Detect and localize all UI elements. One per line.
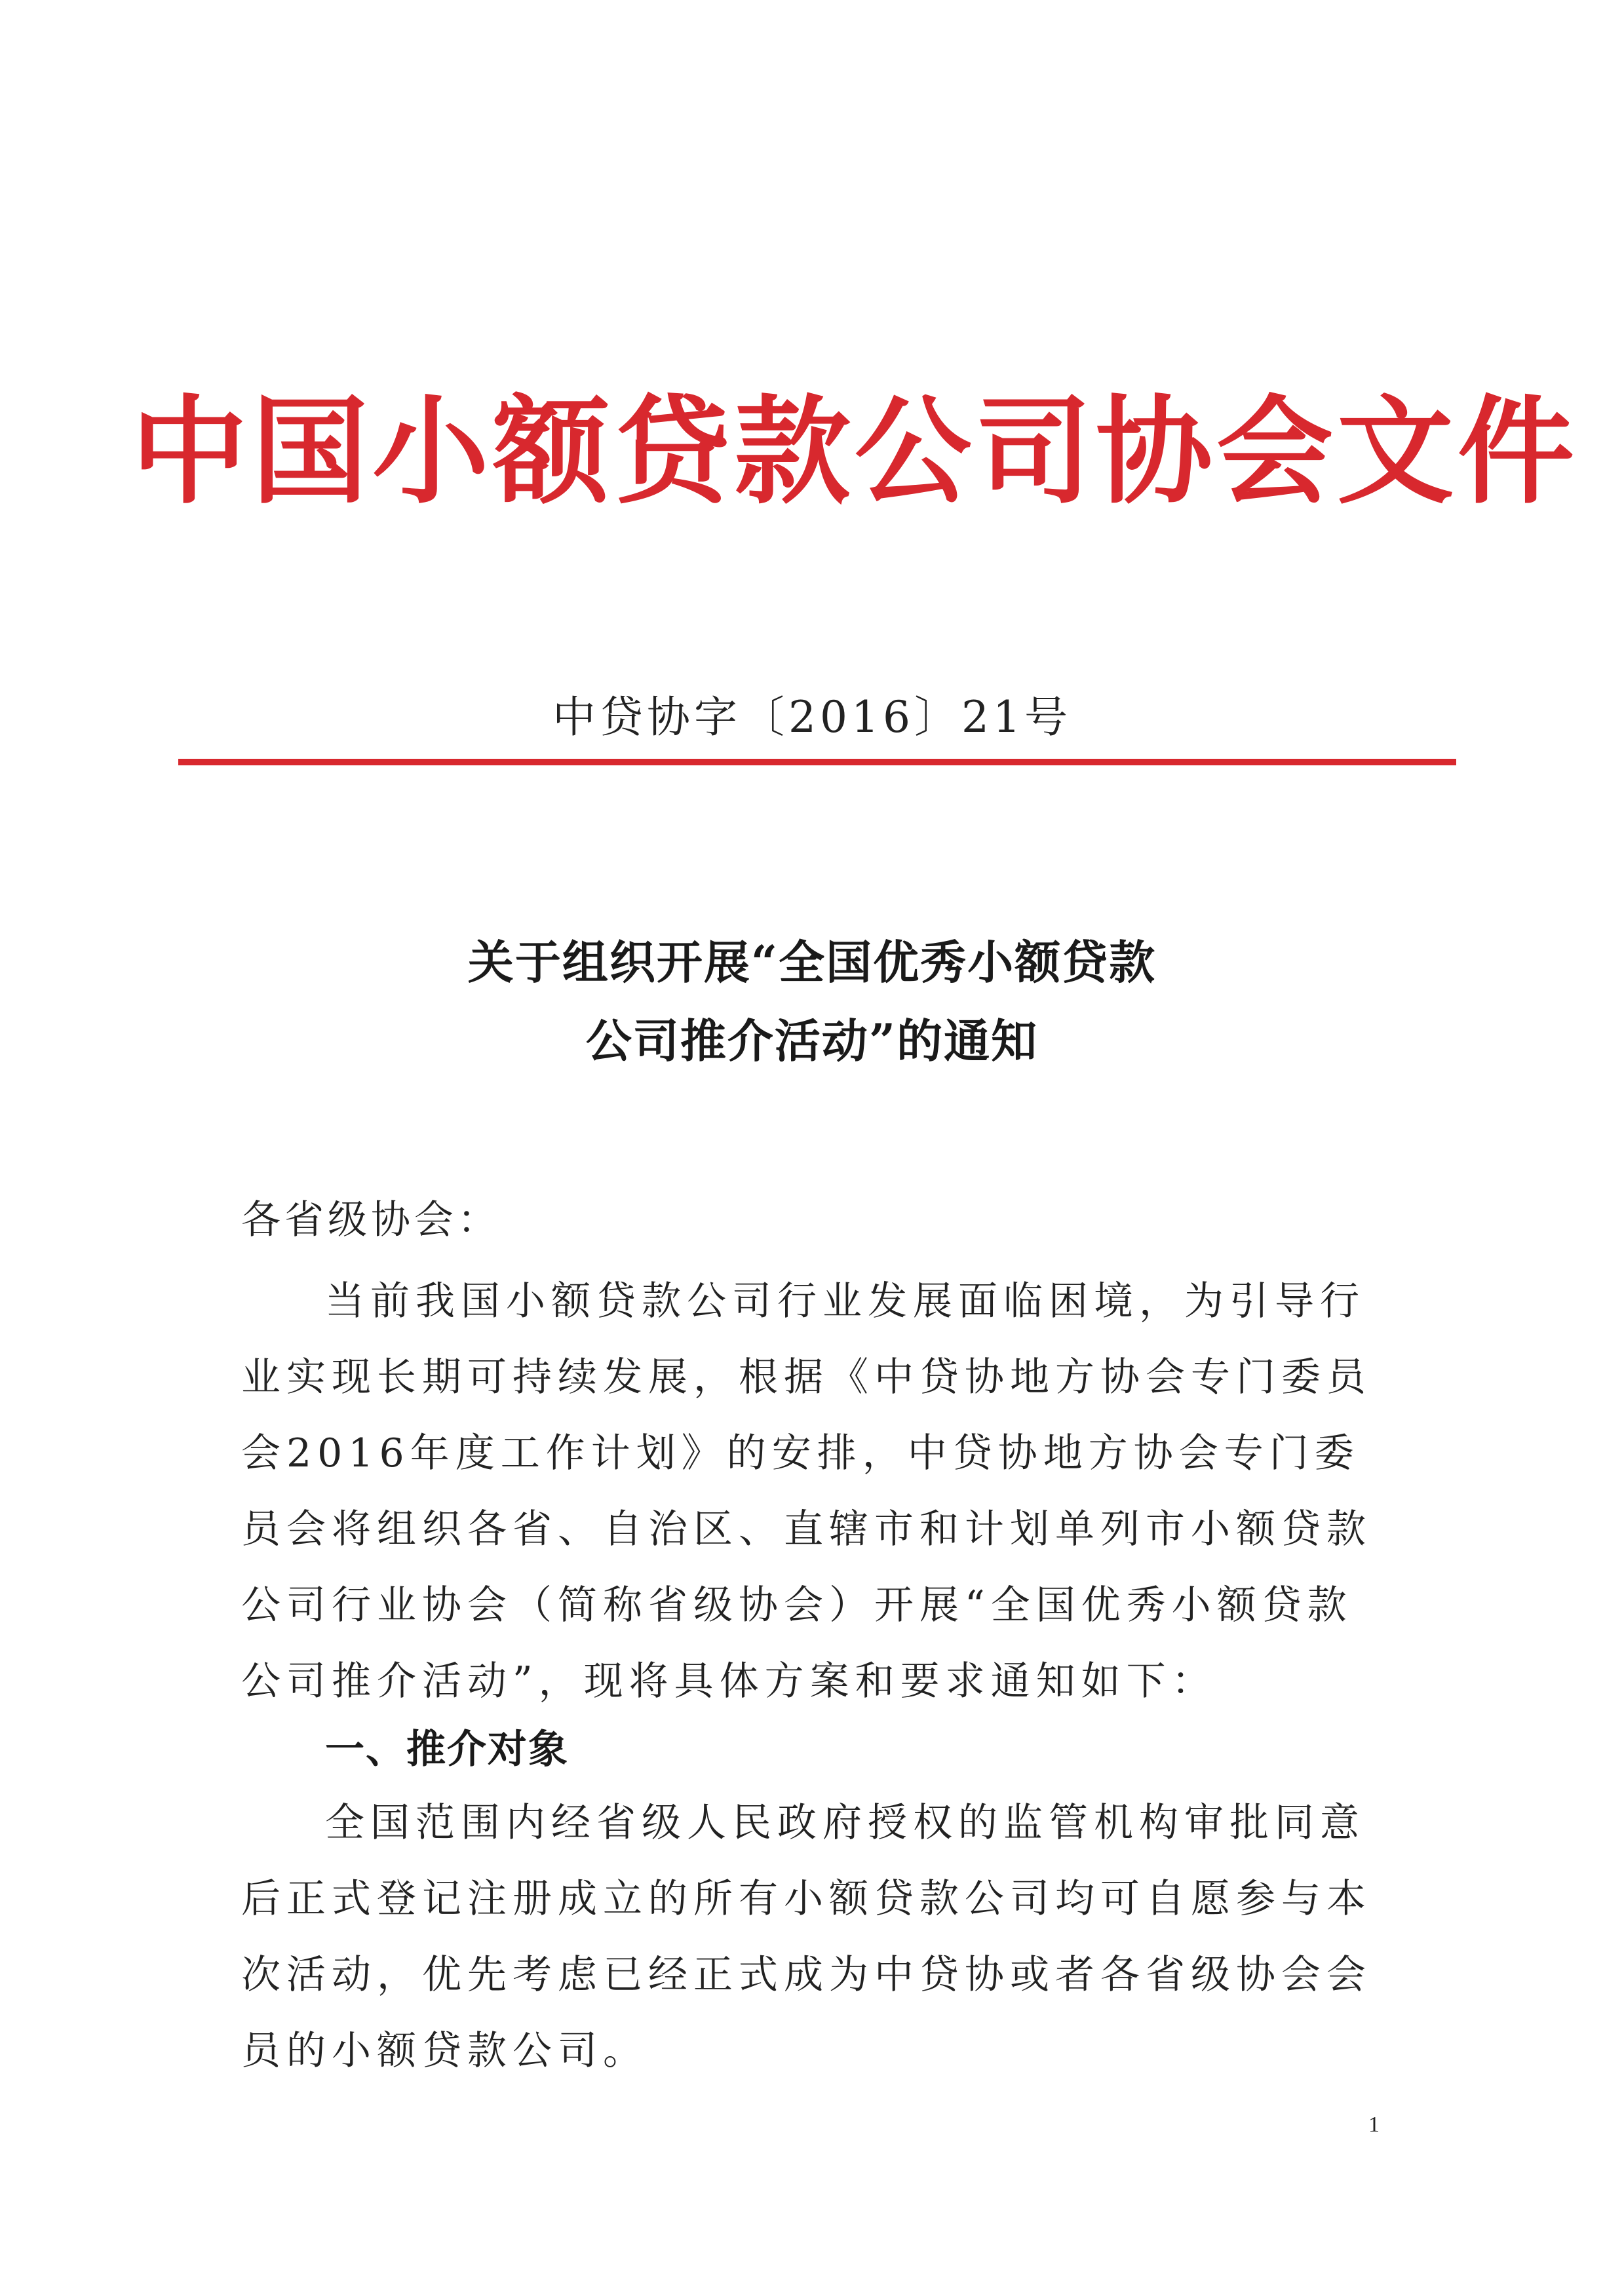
paragraph-eligibility: [241, 1785, 1383, 2089]
paragraph-intro-text: 当前我国小额贷款公司行业发展面临困境，为引导行业实现长期可持续发展，根据《中贷协地方协会专门委员会2016年度工作计划》的安排，中贷协地方协会专门委员会将组织各省、自治区、直辖市和计划单列市小额贷款公司行业协会（简称省级协会）开展“全国优秀小额贷款公司推介活动”，现将具体方案和要求通知如下：: [241, 1278, 1372, 1704]
section-heading-recommendation-targets: 一、推介对象: [325, 1727, 569, 1772]
salutation: 各省级协会：: [241, 1197, 501, 1243]
notice-title-line-1: 关于组织开展“全国优秀小额贷款: [467, 935, 1157, 989]
paragraph-eligibility-text: 全国范围内经省级人民政府授权的监管机构审批同意后正式登记注册成立的所有小额贷款公司均可自愿参与本次活动，优先考虑已经正式成为中贷协或者各省级协会会员的小额贷款公司。: [241, 1800, 1372, 2074]
letterhead-title: 中国小额贷款公司协会文件: [131, 383, 1578, 520]
paragraph-intro: [241, 1263, 1383, 1719]
page-number: 1: [1368, 2113, 1380, 2137]
red-divider-line: [178, 759, 1456, 765]
document-number: 中贷协字〔2016〕21号: [552, 692, 1072, 742]
notice-title-line-2: 公司推介活动”的通知: [585, 1014, 1039, 1068]
